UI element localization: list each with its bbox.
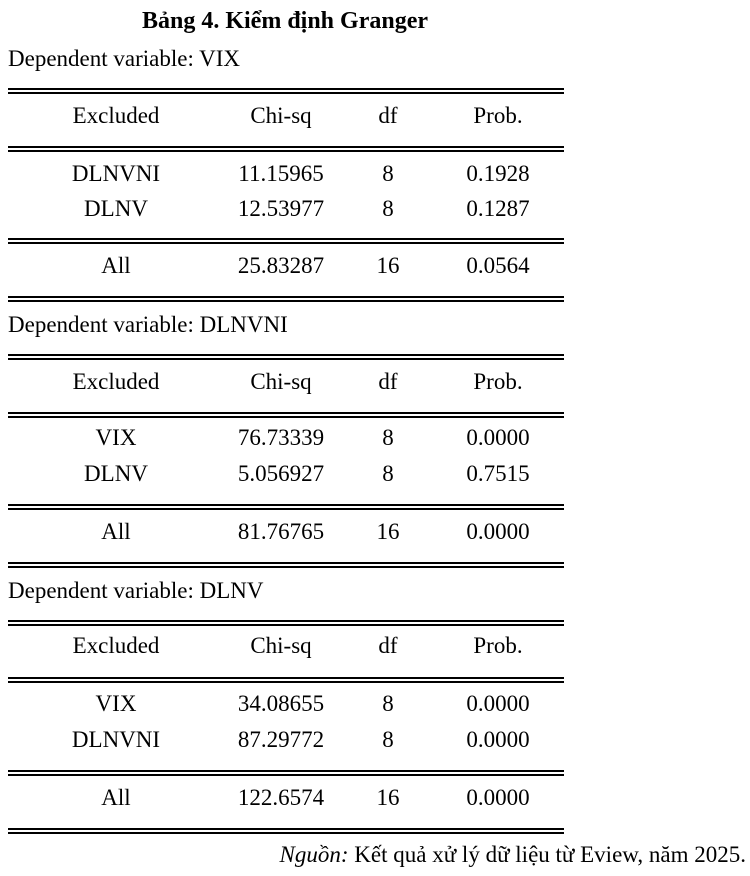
header-excluded: Excluded xyxy=(72,369,160,394)
header-chisq: Chi-sq xyxy=(250,633,312,658)
table-title: Bảng 4. Kiểm định Granger xyxy=(141,8,429,34)
rule-body xyxy=(8,504,564,510)
source-note xyxy=(280,842,746,868)
table-row xyxy=(8,727,564,757)
total-row xyxy=(8,519,564,549)
rule-bottom xyxy=(8,828,564,834)
table-row xyxy=(8,425,564,455)
header-prob: Prob. xyxy=(473,103,523,128)
cell-prob: 0.0000 xyxy=(466,785,530,810)
rule-bottom xyxy=(8,562,564,568)
cell-chisq: 25.83287 xyxy=(237,253,325,278)
cell-df: 8 xyxy=(382,161,394,186)
cell-chisq: 11.15965 xyxy=(238,161,324,186)
cell-prob: 0.0000 xyxy=(466,519,530,544)
cell-chisq: 5.056927 xyxy=(237,461,325,486)
cell-excluded: VIX xyxy=(95,425,137,450)
header-chisq: Chi-sq xyxy=(250,369,312,394)
dependent-variable-label: Dependent variable: DLNVNI xyxy=(8,312,288,337)
header-excluded: Excluded xyxy=(72,103,160,128)
rule-top xyxy=(8,620,564,626)
cell-prob: 0.1928 xyxy=(466,161,530,186)
header-df: df xyxy=(378,633,398,658)
cell-chisq: 12.53977 xyxy=(237,196,325,221)
header-df: df xyxy=(378,103,398,128)
cell-excluded: All xyxy=(101,519,131,544)
cell-chisq: 76.73339 xyxy=(237,425,325,450)
source-text: Kết quả xử lý dữ liệu từ Eview, năm 2025. xyxy=(348,842,746,867)
cell-excluded: VIX xyxy=(95,691,137,716)
cell-df: 8 xyxy=(382,727,394,752)
rule-header xyxy=(8,412,564,418)
cell-excluded: DLNV xyxy=(84,461,148,486)
cell-excluded: DLNV xyxy=(84,196,148,221)
header-row xyxy=(8,369,564,399)
cell-prob: 0.7515 xyxy=(466,461,530,486)
cell-df: 8 xyxy=(382,461,394,486)
cell-excluded: DLNVNI xyxy=(71,727,161,752)
header-prob: Prob. xyxy=(473,369,523,394)
cell-prob: 0.0000 xyxy=(466,691,530,716)
table-row xyxy=(8,691,564,721)
cell-chisq: 87.29772 xyxy=(237,727,325,752)
cell-df: 16 xyxy=(376,253,400,278)
cell-excluded: All xyxy=(101,785,131,810)
rule-body xyxy=(8,238,564,244)
dependent-variable-label: Dependent variable: VIX xyxy=(8,46,241,71)
dependent-variable-label: Dependent variable: DLNV xyxy=(8,578,264,603)
header-row xyxy=(8,103,564,133)
source-label: Nguồn: xyxy=(279,842,349,867)
rule-bottom xyxy=(8,296,564,302)
cell-excluded: All xyxy=(101,253,131,278)
table-row xyxy=(8,161,564,191)
table-row xyxy=(8,461,564,491)
cell-df: 8 xyxy=(382,691,394,716)
cell-excluded: DLNVNI xyxy=(71,161,161,186)
rule-top xyxy=(8,88,564,94)
table-row xyxy=(8,196,564,226)
cell-df: 8 xyxy=(382,425,394,450)
total-row xyxy=(8,253,564,283)
cell-prob: 0.1287 xyxy=(466,196,530,221)
cell-chisq: 122.6574 xyxy=(237,785,325,810)
header-row xyxy=(8,633,564,663)
header-chisq: Chi-sq xyxy=(250,103,312,128)
header-prob: Prob. xyxy=(473,633,523,658)
cell-prob: 0.0000 xyxy=(466,727,530,752)
rule-body xyxy=(8,770,564,776)
header-excluded: Excluded xyxy=(72,633,160,658)
cell-prob: 0.0564 xyxy=(466,253,530,278)
cell-chisq: 34.08655 xyxy=(237,691,325,716)
rule-top xyxy=(8,354,564,360)
cell-df: 8 xyxy=(382,196,394,221)
cell-df: 16 xyxy=(376,785,400,810)
rule-header xyxy=(8,146,564,152)
cell-prob: 0.0000 xyxy=(466,425,530,450)
cell-df: 16 xyxy=(376,519,400,544)
cell-chisq: 81.76765 xyxy=(237,519,325,544)
rule-header xyxy=(8,677,564,683)
header-df: df xyxy=(378,369,398,394)
total-row xyxy=(8,785,564,815)
